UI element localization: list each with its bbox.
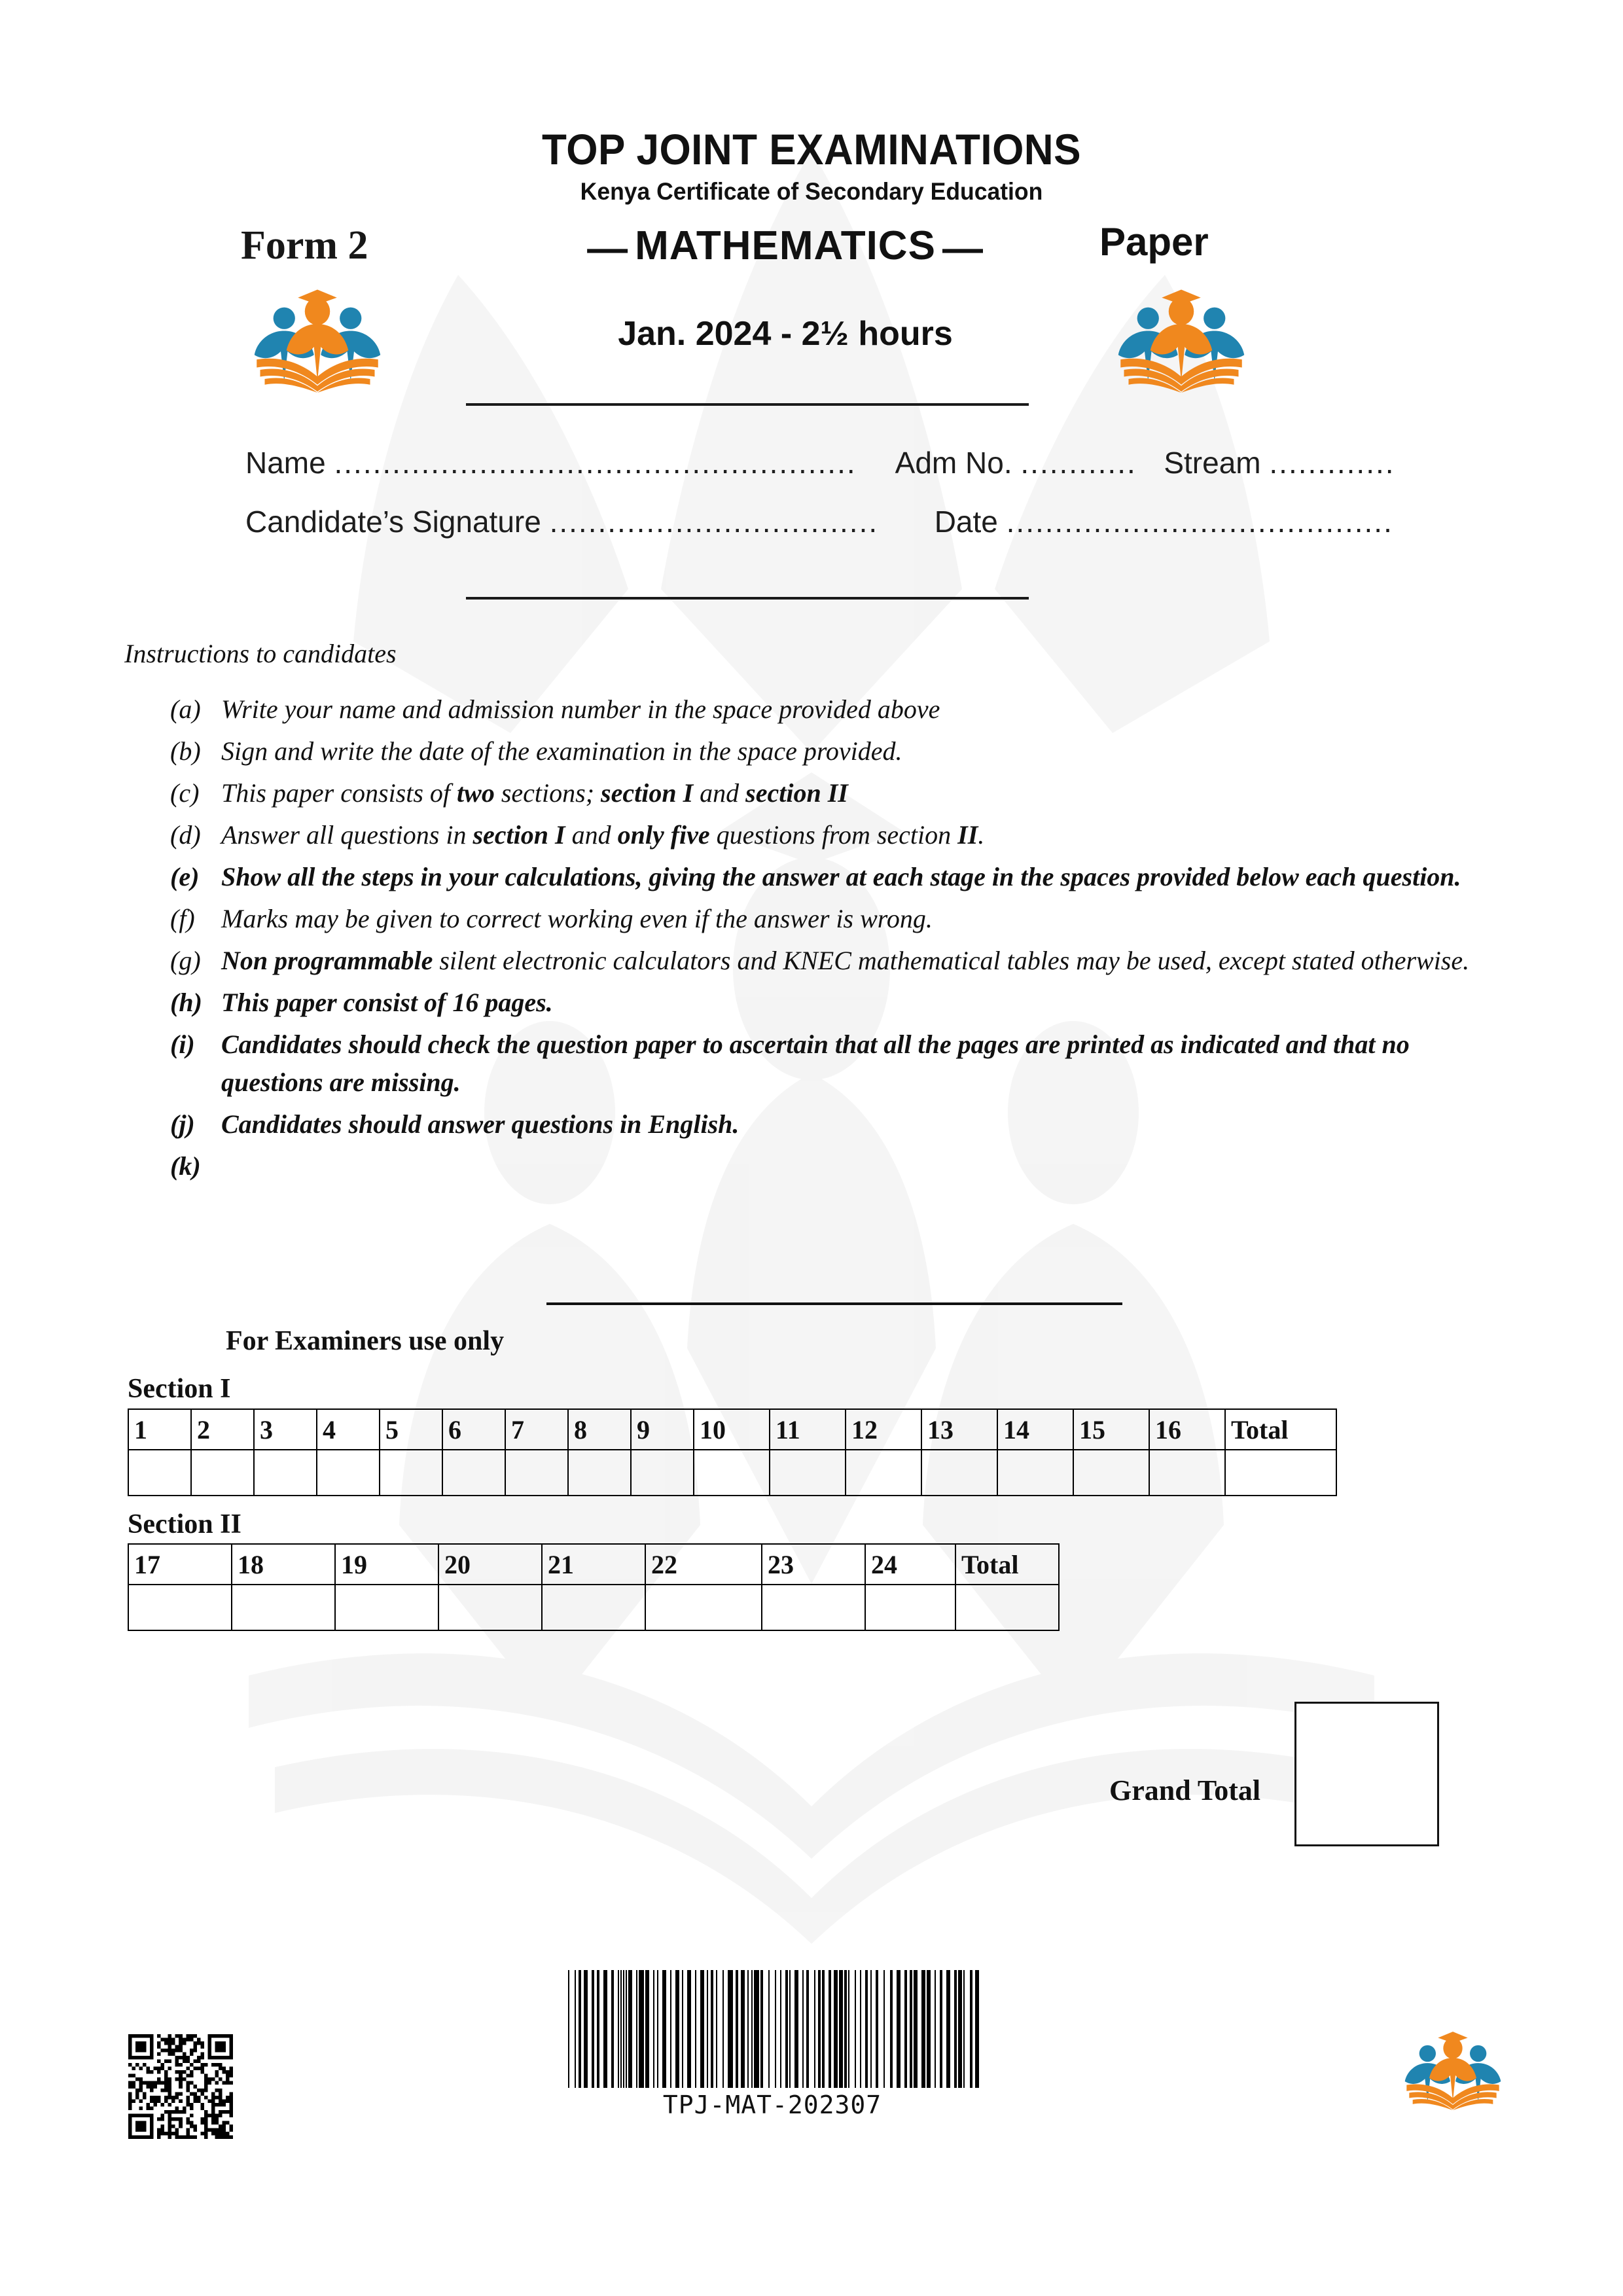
instruction-item-h bbox=[170, 984, 1505, 1022]
instruction-item-f bbox=[170, 900, 1505, 938]
examiners-heading: For Examiners use only bbox=[226, 1326, 505, 1356]
marks-value-cell[interactable] bbox=[921, 1450, 997, 1496]
name-input[interactable]: ...................................................... bbox=[334, 446, 857, 480]
section-1-label: Section I bbox=[128, 1374, 231, 1404]
instruction-text: Candidates should check the question paper to ascertain that all the pages are printed as indicated and that no questions are missing. bbox=[221, 1030, 1410, 1097]
instruction-item-k bbox=[170, 1147, 1505, 1185]
marks-header-cell: 19 bbox=[335, 1544, 438, 1585]
exam-date-duration: Jan. 2024 - 2½ hours bbox=[618, 315, 953, 353]
marks-value-cell[interactable] bbox=[438, 1585, 542, 1630]
examiner-section-rule bbox=[546, 1302, 1122, 1305]
instruction-text: This paper consists of two sections; section I and section II bbox=[221, 778, 848, 808]
date-input[interactable]: ........................................ bbox=[1006, 505, 1393, 539]
adm-no-input[interactable]: ............ bbox=[1020, 446, 1137, 480]
instructions-list bbox=[170, 691, 1505, 1189]
marks-header-cell: 2 bbox=[191, 1409, 254, 1450]
graduates-open-book-logo-icon bbox=[1113, 278, 1250, 393]
table-header-row bbox=[128, 1544, 1059, 1585]
header-rule-top bbox=[466, 403, 1029, 406]
marks-header-cell: 4 bbox=[317, 1409, 380, 1450]
instruction-text bbox=[221, 1147, 1505, 1185]
instruction-text: Non programmable silent electronic calculators and KNEC mathematical tables may be used, except stated otherwise. bbox=[221, 946, 1470, 975]
instruction-item-d bbox=[170, 816, 1505, 854]
marks-header-cell: 6 bbox=[442, 1409, 505, 1450]
instruction-text: Sign and write the date of the examination in the space provided. bbox=[221, 736, 902, 766]
marks-header-cell: 24 bbox=[865, 1544, 955, 1585]
name-field-row bbox=[245, 445, 1395, 480]
instruction-text: This paper consist of 16 pages. bbox=[221, 988, 553, 1017]
marks-header-cell: 3 bbox=[254, 1409, 317, 1450]
marks-value-cell[interactable] bbox=[762, 1585, 865, 1630]
instruction-marker: (f) bbox=[170, 904, 195, 933]
name-label: Name bbox=[245, 446, 326, 480]
instruction-text: Write your name and admission number in the space provided above bbox=[221, 694, 940, 724]
instruction-marker: (i) bbox=[170, 1030, 195, 1059]
instructions-heading: Instructions to candidates bbox=[124, 639, 397, 668]
marks-value-cell[interactable] bbox=[128, 1585, 232, 1630]
exam-board-title: TOP JOINT EXAMINATIONS bbox=[542, 125, 1081, 173]
marks-header-cell: 22 bbox=[645, 1544, 762, 1585]
marks-value-cell[interactable] bbox=[542, 1585, 645, 1630]
section-2-label: Section II bbox=[128, 1509, 241, 1539]
marks-value-cell[interactable] bbox=[568, 1450, 631, 1496]
marks-value-cell[interactable] bbox=[846, 1450, 921, 1496]
instruction-item-b bbox=[170, 732, 1505, 770]
instruction-marker: (h) bbox=[170, 988, 202, 1017]
marks-header-cell: 12 bbox=[846, 1409, 921, 1450]
marks-value-cell[interactable] bbox=[631, 1450, 694, 1496]
barcode-icon bbox=[563, 1970, 982, 2088]
marks-value-cell[interactable] bbox=[645, 1585, 762, 1630]
signature-field-row bbox=[245, 504, 1393, 539]
instruction-marker: (c) bbox=[170, 778, 200, 808]
table-header-row bbox=[128, 1409, 1336, 1450]
marks-header-cell: 11 bbox=[770, 1409, 846, 1450]
barcode-block bbox=[563, 1970, 982, 2119]
form-level-label: Form 2 bbox=[241, 223, 368, 268]
marks-value-cell[interactable] bbox=[770, 1450, 846, 1496]
marks-value-cell[interactable] bbox=[865, 1585, 955, 1630]
marks-value-cell[interactable] bbox=[505, 1450, 568, 1496]
dash-right-decoration: — bbox=[942, 226, 984, 272]
marks-header-cell: 8 bbox=[568, 1409, 631, 1450]
instruction-item-i bbox=[170, 1026, 1505, 1102]
instruction-marker: (e) bbox=[170, 862, 200, 891]
instruction-item-e bbox=[170, 858, 1505, 896]
exam-certificate-subtitle: Kenya Certificate of Secondary Education bbox=[580, 178, 1043, 205]
marks-header-cell: 18 bbox=[232, 1544, 335, 1585]
marks-value-cell[interactable] bbox=[380, 1450, 442, 1496]
marks-value-cell[interactable] bbox=[317, 1450, 380, 1496]
marks-value-cell[interactable] bbox=[442, 1450, 505, 1496]
marks-header-cell: 7 bbox=[505, 1409, 568, 1450]
marks-value-cell[interactable] bbox=[955, 1585, 1059, 1630]
qr-code-icon bbox=[128, 2034, 233, 2139]
barcode-label: TPJ-MAT-202307 bbox=[662, 2090, 882, 2119]
graduates-open-book-logo-icon bbox=[1400, 2022, 1505, 2111]
header-rule-bottom bbox=[466, 597, 1029, 600]
subject-line bbox=[458, 223, 1113, 272]
signature-input[interactable]: .................................. bbox=[549, 505, 879, 539]
instruction-marker: (a) bbox=[170, 694, 201, 724]
marks-header-cell: Total bbox=[955, 1544, 1059, 1585]
subject-label: MATHEMATICS bbox=[635, 223, 936, 268]
instruction-marker: (k) bbox=[170, 1151, 201, 1181]
marks-value-cell[interactable] bbox=[997, 1450, 1073, 1496]
dash-left-decoration: — bbox=[587, 226, 629, 272]
table-row bbox=[128, 1585, 1059, 1630]
marks-value-cell[interactable] bbox=[1073, 1450, 1149, 1496]
marks-header-cell: 14 bbox=[997, 1409, 1073, 1450]
paper-label: Paper bbox=[1099, 220, 1209, 264]
marks-header-cell: 20 bbox=[438, 1544, 542, 1585]
grand-total-box[interactable] bbox=[1294, 1702, 1439, 1846]
marks-header-cell: Total bbox=[1225, 1409, 1336, 1450]
instruction-marker: (b) bbox=[170, 736, 201, 766]
instruction-item-a bbox=[170, 691, 1505, 728]
marks-header-cell: 21 bbox=[542, 1544, 645, 1585]
grand-total-label: Grand Total bbox=[1109, 1774, 1261, 1806]
stream-label: Stream bbox=[1164, 446, 1261, 480]
marks-header-cell: 17 bbox=[128, 1544, 232, 1585]
instruction-marker: (d) bbox=[170, 820, 201, 850]
marks-value-cell[interactable] bbox=[191, 1450, 254, 1496]
instruction-text: Marks may be given to correct working even if the answer is wrong. bbox=[221, 904, 933, 933]
marks-value-cell[interactable] bbox=[1225, 1450, 1336, 1496]
section-2-marks-table bbox=[128, 1543, 1060, 1631]
adm-no-label: Adm No. bbox=[895, 446, 1012, 480]
marks-header-cell: 5 bbox=[380, 1409, 442, 1450]
instruction-marker: (j) bbox=[170, 1109, 195, 1139]
instruction-text: Answer all questions in section I and only five questions from section II. bbox=[221, 820, 985, 850]
marks-value-cell[interactable] bbox=[1149, 1450, 1225, 1496]
marks-value-cell[interactable] bbox=[335, 1585, 438, 1630]
marks-header-cell: 1 bbox=[128, 1409, 191, 1450]
section-1-marks-table bbox=[128, 1408, 1337, 1496]
marks-value-cell[interactable] bbox=[232, 1585, 335, 1630]
marks-header-cell: 23 bbox=[762, 1544, 865, 1585]
signature-label: Candidate’s Signature bbox=[245, 505, 541, 539]
marks-value-cell[interactable] bbox=[254, 1450, 317, 1496]
instruction-text: Show all the steps in your calculations, giving the answer at each stage in the spaces provided below each question. bbox=[221, 862, 1461, 891]
marks-header-cell: 15 bbox=[1073, 1409, 1149, 1450]
marks-value-cell[interactable] bbox=[128, 1450, 191, 1496]
instruction-item-c bbox=[170, 774, 1505, 812]
instruction-marker: (g) bbox=[170, 946, 201, 975]
marks-header-cell: 9 bbox=[631, 1409, 694, 1450]
marks-header-cell: 10 bbox=[694, 1409, 770, 1450]
table-row bbox=[128, 1450, 1336, 1496]
instruction-text: Candidates should answer questions in English. bbox=[221, 1109, 740, 1139]
graduates-open-book-logo-icon bbox=[249, 278, 386, 393]
marks-value-cell[interactable] bbox=[694, 1450, 770, 1496]
marks-header-cell: 13 bbox=[921, 1409, 997, 1450]
instruction-item-g bbox=[170, 942, 1505, 980]
stream-input[interactable]: ............. bbox=[1269, 446, 1395, 480]
date-label: Date bbox=[934, 505, 998, 539]
marks-header-cell: 16 bbox=[1149, 1409, 1225, 1450]
instruction-item-j bbox=[170, 1105, 1505, 1143]
